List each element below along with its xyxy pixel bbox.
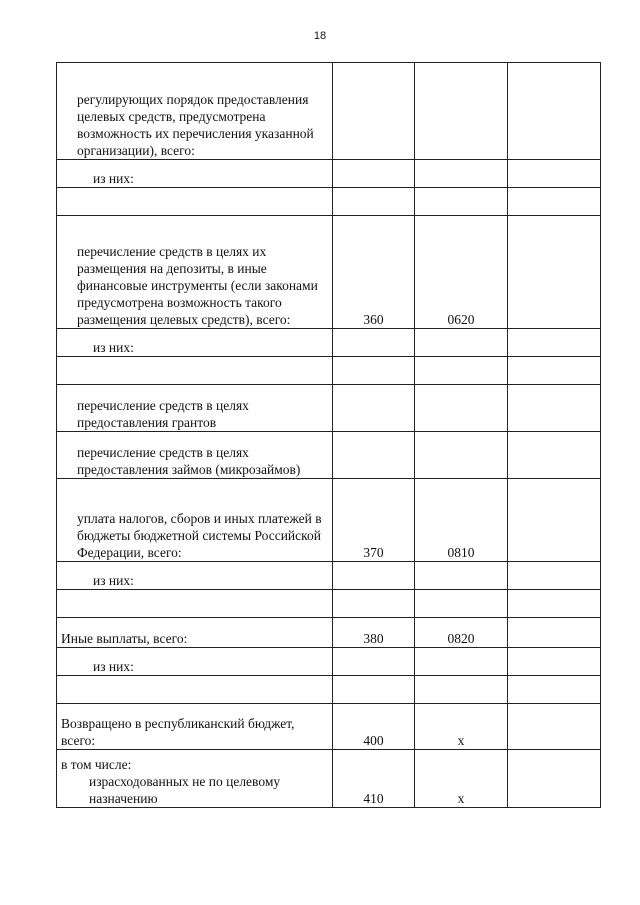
row-label: из них: [57, 160, 333, 188]
row-code [333, 432, 415, 479]
row-sum [508, 648, 601, 676]
row-label [57, 188, 333, 216]
row-sum [508, 590, 601, 618]
row-line [415, 63, 508, 160]
row-line [415, 357, 508, 385]
row-line [415, 188, 508, 216]
page-number: 18 [313, 30, 327, 42]
row-line: x [415, 704, 508, 750]
table-row [57, 188, 601, 216]
table-row [57, 618, 601, 648]
row-code [333, 562, 415, 590]
row-sum [508, 618, 601, 648]
row-label [57, 590, 333, 618]
table-row [57, 479, 601, 562]
row-code: 410 [333, 750, 415, 808]
table-row [57, 385, 601, 432]
row-code [333, 63, 415, 160]
row-sum [508, 676, 601, 704]
row-code [333, 357, 415, 385]
table-row [57, 676, 601, 704]
row-line: x [415, 750, 508, 808]
row-line: 0820 [415, 618, 508, 648]
row-label: из них: [57, 562, 333, 590]
row-code: 400 [333, 704, 415, 750]
row-sum [508, 63, 601, 160]
row-label: в том числе: [61, 757, 132, 772]
row-sum [508, 704, 601, 750]
row-sublabel: израсходованных не по целевому назначению [89, 774, 281, 806]
row-line [415, 648, 508, 676]
table-row [57, 562, 601, 590]
table-row [57, 590, 601, 618]
row-code [333, 648, 415, 676]
row-code [333, 329, 415, 357]
row-label [57, 357, 333, 385]
row-line [415, 590, 508, 618]
row-sum [508, 329, 601, 357]
row-line: 0620 [415, 216, 508, 329]
row-sum [508, 479, 601, 562]
row-line [415, 676, 508, 704]
row-code: 360 [333, 216, 415, 329]
row-code [333, 676, 415, 704]
table-row [57, 704, 601, 750]
row-line [415, 160, 508, 188]
table-row [57, 357, 601, 385]
row-sum [508, 160, 601, 188]
table-row [57, 63, 601, 160]
row-line [415, 432, 508, 479]
table-row [57, 432, 601, 479]
row-label: Иные выплаты, всего: [57, 618, 333, 648]
row-line [415, 329, 508, 357]
row-code: 370 [333, 479, 415, 562]
row-sum [508, 750, 601, 808]
report-table [56, 62, 601, 808]
row-label: регулирующих порядок предоставления целевых средств, предусмотрена возможность их перечисления указанной организации), всего: [57, 63, 333, 160]
row-code [333, 188, 415, 216]
row-label: перечисление средств в целях предоставления займов (микрозаймов) [57, 432, 333, 479]
row-sum [508, 562, 601, 590]
row-line [415, 562, 508, 590]
row-sum [508, 385, 601, 432]
row-sum [508, 357, 601, 385]
table-row [57, 329, 601, 357]
row-label [57, 676, 333, 704]
row-sum [508, 188, 601, 216]
row-code [333, 590, 415, 618]
table-row [57, 160, 601, 188]
row-label: уплата налогов, сборов и иных платежей в бюджеты бюджетной системы Российской Федерации, всего: [57, 479, 333, 562]
row-label-group [57, 750, 333, 808]
table-row [57, 648, 601, 676]
row-label: из них: [57, 329, 333, 357]
row-label: перечисление средств в целях предоставления грантов [57, 385, 333, 432]
row-label: Возвращено в республиканский бюджет, всего: [57, 704, 333, 750]
row-code [333, 160, 415, 188]
row-label: из них: [57, 648, 333, 676]
row-line: 0810 [415, 479, 508, 562]
row-line [415, 385, 508, 432]
table-row [57, 750, 601, 808]
row-sum [508, 432, 601, 479]
row-code [333, 385, 415, 432]
table-row [57, 216, 601, 329]
row-sum [508, 216, 601, 329]
row-label: перечисление средств в целях их размещения на депозиты, в иные финансовые инструменты (если законами предусмотрена возможность такого размещения целевых средств), всего: [57, 216, 333, 329]
row-code: 380 [333, 618, 415, 648]
